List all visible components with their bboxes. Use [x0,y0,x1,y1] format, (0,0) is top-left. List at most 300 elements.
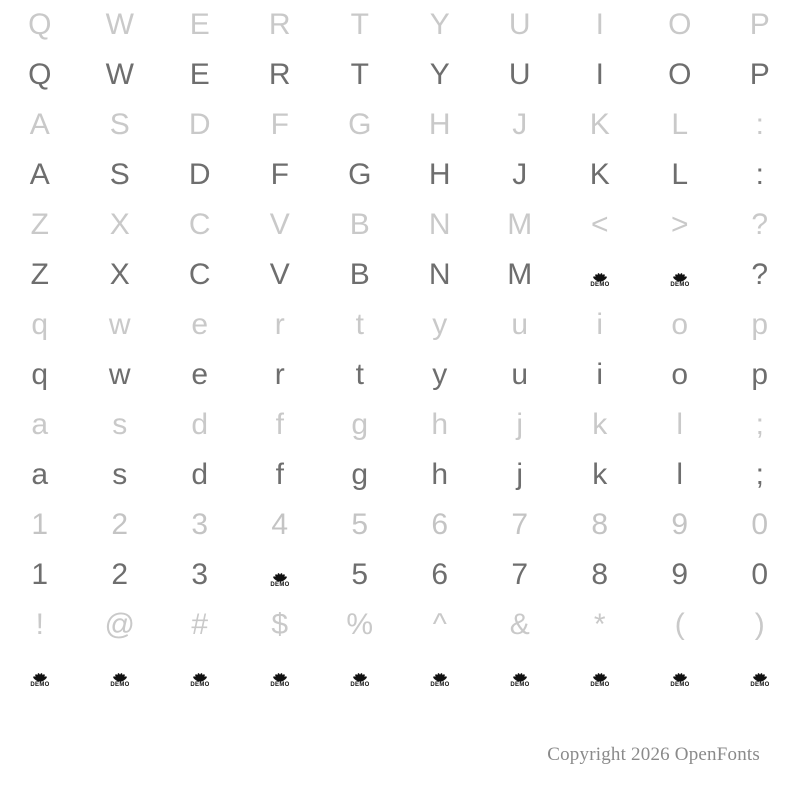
glyph: y [432,358,448,391]
glyph-cell [240,250,320,300]
glyph: S [109,158,131,191]
glyph-cell [400,0,480,50]
glyph: 3 [191,558,209,591]
demo-watermark-cell [0,650,80,700]
glyph-cell [560,100,640,150]
demo-watermark-cell [240,550,320,600]
glyph-cell [480,0,560,50]
glyph: H [428,158,452,191]
glyph-cell [400,200,480,250]
glyph: 6 [431,558,449,591]
demo-stamp-icon [747,662,773,688]
glyph-cell [560,600,640,650]
glyph: L [671,108,689,141]
glyph: e [191,358,209,391]
glyph: B [349,258,371,291]
glyph: u [511,308,529,341]
glyph-cell [720,350,800,400]
glyph: o [671,308,689,341]
glyph-cell [480,150,560,200]
glyph: h [431,408,449,441]
glyph: s [112,408,128,441]
glyph: D [188,108,212,141]
glyph-cell [0,400,80,450]
demo-stamp-icon [347,662,373,688]
glyph: J [512,108,528,141]
demo-stamp-label: DEMO [510,682,530,688]
glyph: Q [28,8,52,41]
glyph-cell [0,300,80,350]
glyph-cell [480,250,560,300]
glyph: t [355,308,365,341]
glyph-cell [400,300,480,350]
demo-stamp-icon [427,662,453,688]
glyph: O [668,58,692,91]
glyph: $ [271,608,289,641]
glyph: k [592,458,608,491]
glyph-cell [560,400,640,450]
glyph-cell [720,400,800,450]
glyph: N [428,208,452,241]
glyph-cell [480,500,560,550]
glyph: Y [429,58,451,91]
glyph-cell [160,250,240,300]
glyph-cell [240,300,320,350]
glyph-cell [160,50,240,100]
glyph: V [269,208,291,241]
glyph: L [671,158,689,191]
glyph: G [348,158,372,191]
glyph: E [189,8,211,41]
glyph: & [509,608,531,641]
demo-stamp-label: DEMO [30,682,50,688]
glyph-cell [160,350,240,400]
glyph-cell [80,450,160,500]
glyph-cell [400,600,480,650]
glyph-cell [560,150,640,200]
demo-stamp-label: DEMO [350,682,370,688]
glyph: ; [755,458,765,491]
glyph: p [751,358,769,391]
glyph: a [31,408,49,441]
glyph-cell [720,200,800,250]
glyph: q [31,308,49,341]
glyph-cell [640,300,720,350]
demo-watermark-cell [560,650,640,700]
glyph: I [595,58,605,91]
glyph-cell [240,100,320,150]
glyph-cell [400,450,480,500]
glyph: N [428,258,452,291]
glyph: C [188,208,212,241]
glyph-cell [80,550,160,600]
glyph-cell [560,200,640,250]
leaf-burst-icon [429,668,451,681]
glyph-cell [400,150,480,200]
glyph-cell [320,450,400,500]
leaf-burst-icon [669,668,691,681]
glyph: M [507,258,533,291]
demo-stamp-icon [267,662,293,688]
glyph-cell [560,350,640,400]
glyph-cell [240,400,320,450]
glyph-cell [720,100,800,150]
glyph: C [188,258,212,291]
glyph-cell [480,200,560,250]
glyph-cell [400,550,480,600]
glyph-cell [0,100,80,150]
demo-stamp-icon [667,662,693,688]
demo-stamp-icon [667,262,693,288]
glyph-cell [720,600,800,650]
demo-stamp-label: DEMO [590,282,610,288]
glyph-cell [240,450,320,500]
glyph: Y [429,8,451,41]
glyph: h [431,458,449,491]
glyph-cell [320,300,400,350]
demo-watermark-cell [400,650,480,700]
glyph: : [755,108,765,141]
glyph-cell [480,550,560,600]
glyph-cell [560,0,640,50]
glyph-cell [320,0,400,50]
glyph: 6 [431,508,449,541]
glyph-cell [640,600,720,650]
glyph-cell [80,150,160,200]
glyph: 4 [271,508,289,541]
glyph-cell [240,500,320,550]
glyph-cell [240,150,320,200]
glyph-cell [240,600,320,650]
leaf-burst-icon [269,568,291,581]
glyph-cell [320,150,400,200]
glyph-cell [480,350,560,400]
glyph: 7 [511,558,529,591]
glyph: Q [28,58,52,91]
glyph: Z [30,258,50,291]
glyph-cell [80,350,160,400]
glyph: O [668,8,692,41]
glyph-cell [400,500,480,550]
glyph: ( [674,608,686,641]
glyph: g [351,408,369,441]
demo-watermark-cell [320,650,400,700]
glyph-cell [400,50,480,100]
demo-stamp-icon [587,662,613,688]
glyph-cell [80,500,160,550]
glyph-cell [160,100,240,150]
glyph: T [350,58,370,91]
glyph-cell [160,300,240,350]
glyph-cell [0,500,80,550]
glyph: D [188,158,212,191]
glyph: i [596,308,604,341]
glyph-cell [80,400,160,450]
glyph-cell [0,50,80,100]
glyph-cell [0,250,80,300]
glyph: 2 [111,508,129,541]
glyph-cell [560,500,640,550]
glyph-cell [160,200,240,250]
glyph-cell [0,0,80,50]
glyph: K [589,158,611,191]
leaf-burst-icon [669,268,691,281]
glyph: A [29,158,51,191]
glyph: : [755,158,765,191]
glyph-cell [320,500,400,550]
demo-stamp-icon [27,662,53,688]
glyph-cell [320,400,400,450]
glyph: P [749,58,771,91]
glyph-cell [480,50,560,100]
demo-watermark-cell [480,650,560,700]
glyph: q [31,358,49,391]
glyph-cell [320,550,400,600]
glyph: A [29,108,51,141]
glyph-cell [160,150,240,200]
glyph-cell [480,600,560,650]
glyph: X [109,208,131,241]
demo-stamp-icon [107,662,133,688]
glyph: K [589,108,611,141]
glyph-cell [720,150,800,200]
glyph-cell [640,0,720,50]
glyph-cell [640,400,720,450]
glyph: * [593,608,607,641]
glyph-cell [160,0,240,50]
glyph: w [108,308,132,341]
glyph-cell [480,400,560,450]
glyph: U [508,8,532,41]
glyph: a [31,458,49,491]
glyph-cell [560,550,640,600]
glyph-cell [160,450,240,500]
glyph-cell [0,150,80,200]
glyph: j [516,408,524,441]
glyph-cell [720,250,800,300]
glyph: ^ [432,608,448,641]
glyph-cell [80,600,160,650]
glyph-cell [0,200,80,250]
demo-stamp-label: DEMO [670,282,690,288]
glyph: R [268,8,292,41]
glyph-cell [0,450,80,500]
glyph-cell [640,200,720,250]
glyph-cell [560,50,640,100]
glyph: ) [754,608,766,641]
glyph-cell [240,350,320,400]
leaf-burst-icon [589,268,611,281]
glyph: P [749,8,771,41]
demo-stamp-label: DEMO [670,682,690,688]
glyph-cell [400,100,480,150]
glyph-cell [720,550,800,600]
glyph-cell [400,400,480,450]
glyph-cell [640,350,720,400]
glyph: 5 [351,508,369,541]
glyph-cell [720,50,800,100]
glyph: 3 [191,508,209,541]
glyph: 1 [31,558,49,591]
glyph: r [274,358,286,391]
glyph-cell [320,200,400,250]
glyph-cell [480,450,560,500]
glyph-cell [640,550,720,600]
demo-stamp-label: DEMO [750,682,770,688]
glyph-cell [80,0,160,50]
glyph-cell [0,350,80,400]
glyph: e [191,308,209,341]
demo-watermark-cell [640,650,720,700]
demo-stamp-label: DEMO [190,682,210,688]
glyph: I [595,8,605,41]
glyph-cell [160,500,240,550]
glyph: 8 [591,558,609,591]
glyph-cell [720,450,800,500]
glyph-cell [640,450,720,500]
glyph: i [596,358,604,391]
demo-watermark-cell [160,650,240,700]
glyph-cell [320,250,400,300]
glyph: < [590,208,610,241]
glyph: B [349,208,371,241]
glyph: H [428,108,452,141]
glyph-cell [240,0,320,50]
glyph: ? [751,258,769,291]
glyph: 0 [751,558,769,591]
demo-watermark-cell [240,650,320,700]
leaf-burst-icon [749,668,771,681]
glyph: d [191,408,209,441]
glyph: 5 [351,558,369,591]
glyph-cell [480,300,560,350]
glyph: y [432,308,448,341]
glyph: W [105,8,135,41]
glyph: 2 [111,558,129,591]
glyph-cell [400,350,480,400]
glyph: 0 [751,508,769,541]
leaf-burst-icon [269,668,291,681]
glyph-cell [720,300,800,350]
glyph-cell [320,100,400,150]
demo-stamp-icon [507,662,533,688]
glyph-cell [720,500,800,550]
glyph-cell [720,0,800,50]
glyph: l [676,408,684,441]
glyph: t [355,358,365,391]
glyph: 8 [591,508,609,541]
glyph: w [108,358,132,391]
glyph-cell [560,450,640,500]
glyph-cell [640,500,720,550]
leaf-burst-icon [29,668,51,681]
glyph: > [670,208,690,241]
glyph: 7 [511,508,529,541]
demo-stamp-icon [587,262,613,288]
glyph: ; [755,408,765,441]
glyph: Z [30,208,50,241]
glyph-cell [160,550,240,600]
glyph-cell [240,50,320,100]
leaf-burst-icon [109,668,131,681]
glyph: 9 [671,508,689,541]
glyph-cell [320,50,400,100]
glyph: o [671,358,689,391]
demo-watermark-cell [640,250,720,300]
demo-stamp-label: DEMO [270,682,290,688]
glyph: W [105,58,135,91]
glyph-cell [80,100,160,150]
glyph: X [109,258,131,291]
glyph-cell [640,100,720,150]
leaf-burst-icon [189,668,211,681]
glyph-cell [480,100,560,150]
glyph-cell [80,250,160,300]
glyph-cell [640,50,720,100]
glyph: F [270,108,290,141]
glyph-cell [400,250,480,300]
leaf-burst-icon [509,668,531,681]
glyph-cell [160,600,240,650]
glyph: M [507,208,533,241]
demo-stamp-icon [187,662,213,688]
glyph: p [751,308,769,341]
glyph-cell [320,600,400,650]
glyph-cell [160,400,240,450]
glyph: % [346,608,374,641]
glyph: # [191,608,209,641]
glyph: V [269,258,291,291]
glyph-cell [560,300,640,350]
glyph: k [592,408,608,441]
demo-stamp-label: DEMO [110,682,130,688]
glyph-cell [80,300,160,350]
demo-watermark-cell [560,250,640,300]
glyph-cell [320,350,400,400]
glyph-cell [640,150,720,200]
glyph: r [274,308,286,341]
demo-stamp-icon [267,562,293,588]
glyph: @ [104,608,136,641]
glyph: 9 [671,558,689,591]
glyph: U [508,58,532,91]
demo-stamp-label: DEMO [270,582,290,588]
glyph-cell [0,550,80,600]
glyph: F [270,158,290,191]
leaf-burst-icon [589,668,611,681]
glyph: g [351,458,369,491]
glyph: f [275,408,285,441]
glyph-cell [80,50,160,100]
glyph: E [189,58,211,91]
glyph: 1 [31,508,49,541]
glyph: T [350,8,370,41]
glyph: ? [751,208,769,241]
copyright-notice: Copyright 2026 OpenFonts [547,744,760,765]
glyph: ! [35,608,45,641]
glyph: J [512,158,528,191]
glyph: j [516,458,524,491]
glyph: u [511,358,529,391]
demo-stamp-label: DEMO [590,682,610,688]
glyph: R [268,58,292,91]
demo-watermark-cell [720,650,800,700]
glyph-cell [240,200,320,250]
glyph: f [275,458,285,491]
glyph: l [676,458,684,491]
glyph-cell [0,600,80,650]
glyph: s [112,458,128,491]
